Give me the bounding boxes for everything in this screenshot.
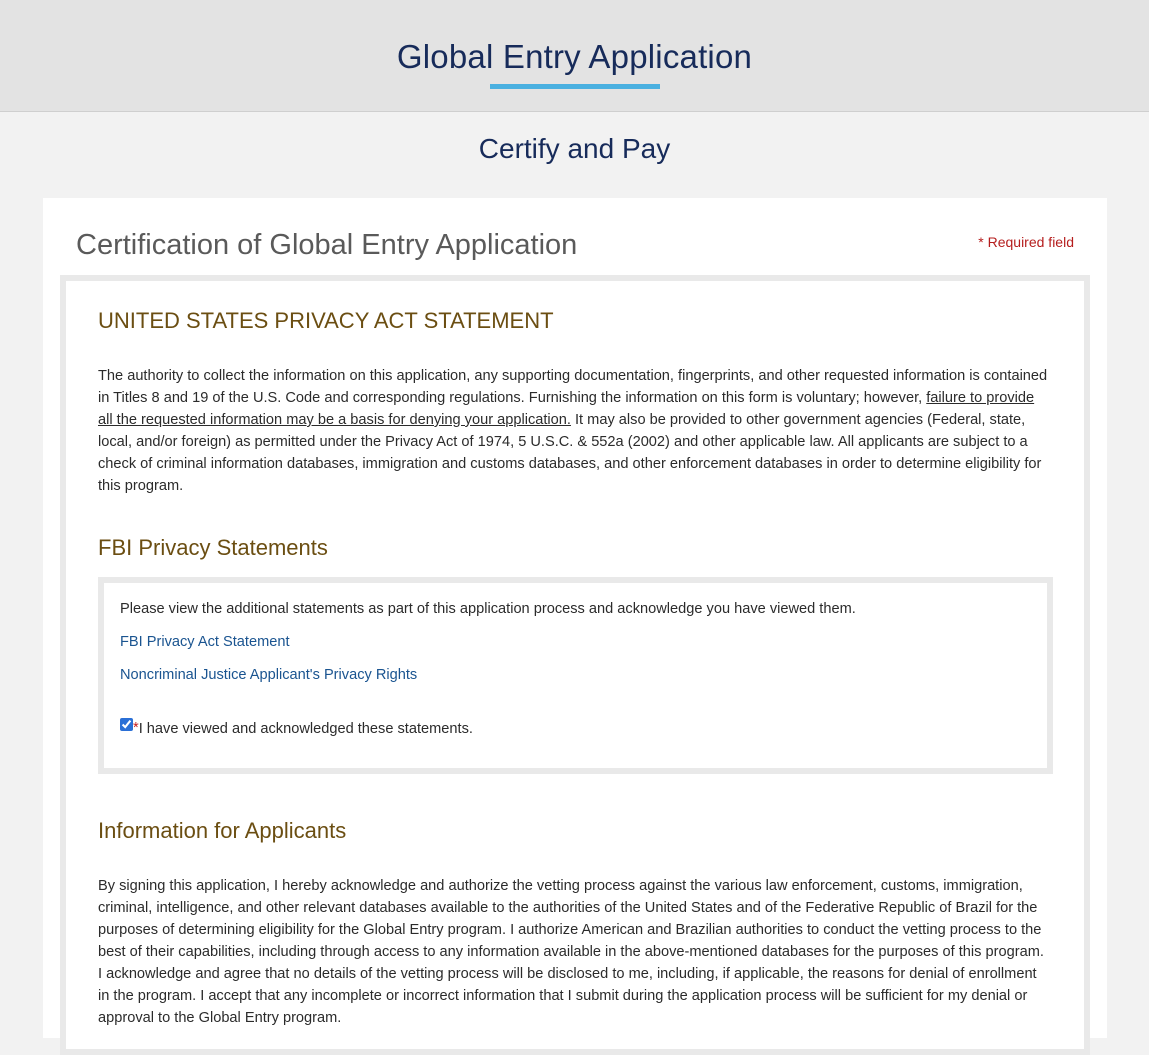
required-field-note: * Required field: [978, 234, 1074, 250]
app-header: [0, 0, 1149, 112]
card-title: Certification of Global Entry Application: [76, 229, 578, 261]
fbi-intro-text: Please view the additional statements as part of this application process and acknowledge you have viewed them.: [120, 601, 856, 617]
privacy-act-text: [98, 365, 1048, 497]
acknowledge-row: [120, 718, 473, 737]
fbi-privacy-act-link[interactable]: FBI Privacy Act Statement: [120, 634, 290, 650]
certification-card: [43, 198, 1107, 1038]
required-star: *: [133, 720, 139, 736]
fbi-privacy-heading: FBI Privacy Statements: [98, 535, 328, 560]
app-title: Global Entry Application: [396, 38, 753, 75]
statements-panel: [60, 275, 1090, 1055]
privacy-act-text-part2: It may also be provided to other government agencies (Federal, state, local, and/or foreign) as permitted under the Privacy Act of 1974, 5 U.S.C. & 552a (2002) and other applicable law. All applicants are subject to a check of criminal information databases, immigration and customs databases, and other enforcement databases in order to determine eligibility for this program.: [98, 412, 1042, 494]
privacy-act-text-part1: The authority to collect the information on this application, any supporting documentation, fingerprints, and other requested information is contained in Titles 8 and 19 of the U.S. Code and corresponding regulations. Furnishing the information on this form is voluntary; however,: [98, 368, 1048, 406]
title-underline: [490, 84, 660, 89]
acknowledge-checkbox[interactable]: [120, 718, 133, 731]
step-title: Certify and Pay: [478, 133, 671, 164]
privacy-act-heading: UNITED STATES PRIVACY ACT STATEMENT: [98, 308, 554, 333]
acknowledge-label[interactable]: I have viewed and acknowledged these statements.: [138, 721, 473, 737]
applicants-info-text: By signing this application, I hereby acknowledge and authorize the vetting process against the various law enforcement, customs, immigration, criminal, intelligence, and other relevant databases available to the authorities of the United States and of the Federative Republic of Brazil for the purposes of determining eligibility for the Global Entry program. I authorize American and Brazilian authorities to conduct the vetting process to the best of their capabilities, including through access to any information available in the above-mentioned databases for the purposes of this program. I acknowledge and agree that no details of the vetting process will be disclosed to me, including, if applicable, the reasons for denial of enrollment in the program. I accept that any incomplete or incorrect information that I submit during the application process will be sufficient for my denial or approval to the Global Entry program.: [98, 878, 1044, 1026]
fbi-statements-box: [98, 577, 1053, 774]
privacy-act-underlined-text: failure to provide all the requested information may be a basis for denying your application.: [98, 390, 1035, 428]
noncriminal-privacy-rights-link[interactable]: Noncriminal Justice Applicant's Privacy Rights: [120, 667, 418, 683]
applicants-info-heading: Information for Applicants: [98, 818, 347, 843]
